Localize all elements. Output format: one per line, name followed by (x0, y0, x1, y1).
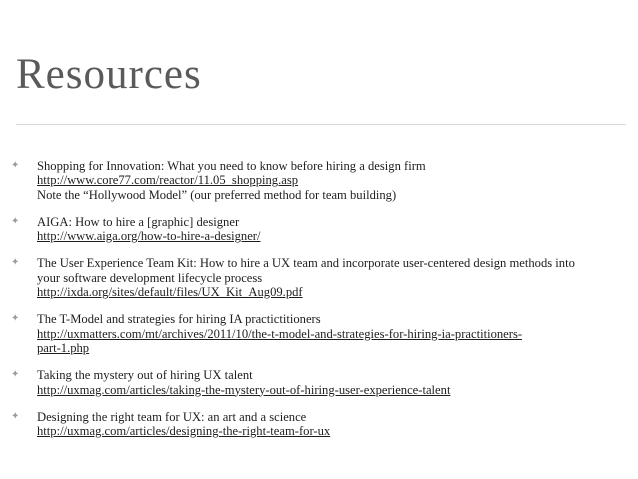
resource-text: your software development lifecycle process (37, 270, 263, 285)
list-item-text (37, 312, 632, 355)
list-item (0, 256, 638, 299)
list-item-text (37, 215, 632, 244)
list-item-text (37, 256, 632, 299)
resource-link[interactable]: http://uxmag.com/articles/designing-the-right-team-for-ux (37, 424, 331, 439)
star-bullet-icon: ✦ (11, 160, 20, 171)
resource-text: AIGA: How to hire a [graphic] designer (37, 214, 240, 229)
list-item (0, 215, 638, 244)
resource-text: Note the “Hollywood Model” (our preferred method for team building) (37, 187, 397, 202)
resource-text: The T-Model and strategies for hiring IA practictitioners (37, 312, 321, 327)
title-divider (16, 124, 626, 125)
resource-link[interactable]: part-1.php (37, 340, 90, 355)
list-item (0, 159, 638, 202)
list-item-text (37, 368, 632, 397)
resource-list (0, 159, 638, 451)
list-item (0, 410, 638, 439)
list-item (0, 368, 638, 397)
resource-text: Shopping for Innovation: What you need to know before hiring a design firm (37, 159, 426, 173)
resource-link[interactable]: http://uxmag.com/articles/taking-the-mystery-out-of-hiring-user-experience-talent (37, 382, 451, 397)
resource-text: The User Experience Team Kit: How to hire a UX team and incorporate user-centered design methods into (37, 256, 575, 271)
resource-text: Designing the right team for UX: an art and a science (37, 409, 307, 424)
star-bullet-icon: ✦ (11, 369, 20, 381)
list-item (0, 312, 638, 355)
slide-title: Resources (16, 51, 202, 98)
resource-link[interactable]: http://www.aiga.org/how-to-hire-a-designer/ (37, 229, 261, 244)
star-bullet-icon: ✦ (11, 313, 20, 325)
resource-link[interactable]: http://www.core77.com/reactor/11.05_shopping.asp (37, 173, 299, 188)
resource-link[interactable]: http://ixda.org/sites/default/files/UX_Kit_Aug09.pdf (37, 285, 303, 300)
list-item-text (37, 159, 632, 202)
star-bullet-icon: ✦ (11, 215, 20, 227)
resource-text: Taking the mystery out of hiring UX talent (37, 368, 253, 383)
star-bullet-icon: ✦ (11, 410, 20, 422)
star-bullet-icon: ✦ (11, 257, 20, 269)
resource-link[interactable]: http://uxmatters.com/mt/archives/2011/10/the-t-model-and-strategies-for-hiring-ia-practitioners- (37, 326, 523, 341)
list-item-text (37, 410, 632, 439)
